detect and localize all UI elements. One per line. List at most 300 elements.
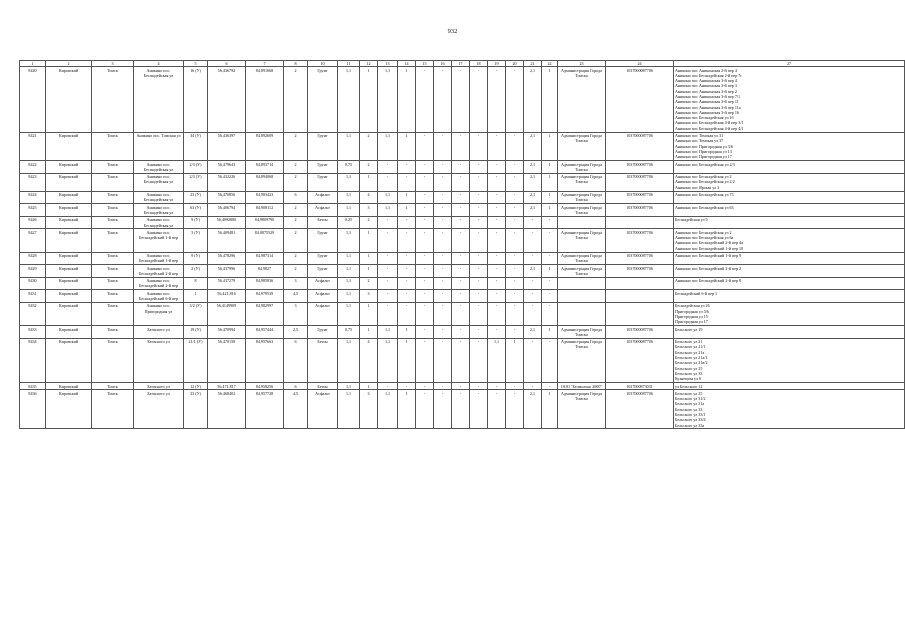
table-cell: 3 <box>284 302 308 325</box>
table-cell: 84,892609 <box>246 132 284 160</box>
table-cell: Томск <box>92 383 134 390</box>
address-line: Аникино пос Пригородная ул 17 <box>675 154 732 160</box>
table-row <box>20 132 905 160</box>
table-cell: 2,1 <box>524 132 542 160</box>
table-cell: - <box>524 290 542 303</box>
table-cell: Томск <box>92 229 134 252</box>
table-cell: 8 <box>184 277 208 290</box>
table-cell: Кировский <box>46 161 92 174</box>
table-cell: - <box>378 161 398 174</box>
address-line: Бельского ул 21 <box>675 339 703 345</box>
table-cell: 56,421,816 <box>208 290 246 303</box>
table-cell: 1,1 <box>378 390 398 429</box>
address-line: Аникино пос Бесшадейская ул 6а <box>675 235 734 241</box>
table-cell: 2,1 <box>524 67 542 133</box>
table-cell: Аникино пос. Томская ул <box>134 132 184 160</box>
address-line: Бельского ул 31/2 <box>675 396 706 402</box>
table-cell: - <box>524 229 542 252</box>
table-cell: 16 (У) <box>184 67 208 133</box>
table-cell: - <box>524 338 542 382</box>
table-cell: 84,894068 <box>246 173 284 191</box>
table-cell: - <box>398 252 416 265</box>
table-cell: Томск <box>92 67 134 133</box>
table-cell: Томск <box>92 390 134 429</box>
table-cell: - <box>416 252 434 265</box>
table-cell: - <box>452 67 470 133</box>
table-cell: Администрация Города Томска <box>558 204 606 217</box>
column-header: 17 <box>452 61 470 67</box>
table-cell: - <box>488 173 506 191</box>
table-cell: Томск <box>92 216 134 229</box>
table-cell: 56,470856 <box>208 191 246 204</box>
table-cell: Грунт <box>308 67 338 133</box>
table-cell: - <box>524 216 542 229</box>
table-cell: Администрация Города Томска <box>558 67 606 133</box>
table-cell: Бетон <box>308 216 338 229</box>
address-line: Аникино пос Пригородная ул 3/6 <box>675 143 733 149</box>
table-cell: 2 <box>284 229 308 252</box>
address-line: Аникино пос Аникинская 2-й пер 4 <box>675 67 737 73</box>
column-header: 8 <box>284 61 308 67</box>
table-cell: 8427 <box>20 229 46 252</box>
table-row <box>20 161 905 174</box>
table-cell: Томск <box>92 161 134 174</box>
table-cell: 8429 <box>20 265 46 278</box>
table-cell: 56,4092880 <box>208 216 246 229</box>
address-list-cell <box>674 161 905 174</box>
table-cell: 1,1 <box>378 338 398 382</box>
table-cell: 2 <box>360 216 378 229</box>
table-cell: 3 <box>360 290 378 303</box>
table-cell: Грунт <box>308 326 338 339</box>
table-cell: 1,1 <box>378 67 398 133</box>
table-cell: 8430 <box>20 277 46 290</box>
table-cell: - <box>470 338 488 382</box>
table-cell: 2/3 (У) <box>184 173 208 191</box>
table-cell: 4 <box>360 191 378 204</box>
table-cell: - <box>506 302 524 325</box>
table-cell: 23 (У) <box>184 191 208 204</box>
table-cell: 2 <box>360 277 378 290</box>
table-cell: - <box>416 290 434 303</box>
table-cell: - <box>524 383 542 390</box>
table-cell: Томск <box>92 204 134 217</box>
column-header: 3 <box>92 61 134 67</box>
table-cell: 9 (У) <box>184 216 208 229</box>
column-header: 12 <box>360 61 378 67</box>
column-header: 18 <box>470 61 488 67</box>
table-cell: 1 <box>398 204 416 217</box>
table-cell: - <box>398 161 416 174</box>
table-cell: - <box>416 265 434 278</box>
table-cell: 2,1 <box>524 390 542 429</box>
table-cell: - <box>470 265 488 278</box>
table-cell: - <box>506 204 524 217</box>
table-cell: - <box>452 173 470 191</box>
address-line: Аникино пос Томская ул 31 <box>675 133 724 139</box>
table-cell: 56,468402 <box>208 390 246 429</box>
table-cell: 2 <box>284 216 308 229</box>
table-cell: 3/2 (У) <box>184 302 208 325</box>
table-cell: Томск <box>92 265 134 278</box>
address-line: Аникино пос Ярская ул 3 <box>675 184 720 190</box>
address-line: Бельского ул 21в/2 <box>675 360 708 366</box>
table-cell <box>558 216 606 229</box>
table-cell: 1037000087706 <box>606 265 674 278</box>
table-cell: Асфальт <box>308 290 338 303</box>
table-cell: Бельского ул <box>134 390 184 429</box>
column-header: 6 <box>208 61 246 67</box>
table-cell: - <box>542 277 558 290</box>
column-header: 15 <box>416 61 434 67</box>
table-cell: 1,1 <box>338 390 360 429</box>
table-cell: 2 <box>360 161 378 174</box>
table-cell: 1,1 <box>378 204 398 217</box>
table-cell: - <box>506 161 524 174</box>
table-cell: - <box>378 216 398 229</box>
address-list-cell <box>674 204 905 217</box>
address-line: Бесшадейская ул 26 <box>675 303 710 309</box>
table-cell: 1 <box>542 67 558 133</box>
address-list-cell <box>674 216 905 229</box>
table-cell: 1 <box>542 161 558 174</box>
table-cell: Грунт <box>308 161 338 174</box>
column-header: 7 <box>246 61 284 67</box>
table-cell: Кировский <box>46 132 92 160</box>
table-cell: 1037000087706 <box>606 67 674 133</box>
table-cell: - <box>434 173 452 191</box>
address-list-cell <box>674 229 905 252</box>
address-line: Пригородная ул 3/6 <box>675 308 709 314</box>
column-header: 4 <box>134 61 184 67</box>
table-cell: 84,893714 <box>246 161 284 174</box>
table-cell: 84,987314 <box>246 252 284 265</box>
table-cell: - <box>470 216 488 229</box>
table-cell: - <box>434 132 452 160</box>
table-cell: - <box>542 252 558 265</box>
table-body <box>20 67 905 429</box>
table-cell: Асфальт <box>308 191 338 204</box>
table-cell: 1,1 <box>378 132 398 160</box>
table-cell: ООО "Белмолоко 2000" <box>558 383 606 390</box>
table-cell: - <box>378 265 398 278</box>
table-cell: 2,1 <box>524 204 542 217</box>
table-row <box>20 173 905 191</box>
address-line: Пригородная ул 17 <box>675 319 708 325</box>
table-cell: - <box>434 326 452 339</box>
table-cell: 8431 <box>20 290 46 303</box>
table-cell: - <box>416 191 434 204</box>
table-cell: Кировский <box>46 290 92 303</box>
table-cell: 1 <box>184 290 208 303</box>
table-cell: - <box>452 229 470 252</box>
table-cell: Бельского ул <box>134 326 184 339</box>
table-cell: - <box>488 204 506 217</box>
table-cell: Кировский <box>46 383 92 390</box>
table-cell: - <box>416 173 434 191</box>
table-cell: - <box>506 191 524 204</box>
column-header: 16 <box>434 61 452 67</box>
column-header: 20 <box>506 61 524 67</box>
table-cell: 56,471,817 <box>208 383 246 390</box>
table-cell: - <box>488 390 506 429</box>
address-line: Аникино пос Аникинская 3-й пер 16 <box>675 109 739 115</box>
table-cell: - <box>452 161 470 174</box>
table-cell: Асфальт <box>308 390 338 429</box>
table-cell: Аникино пос. Бесшадейская ул <box>134 204 184 217</box>
table-cell: Грунт <box>308 252 338 265</box>
table-cell: - <box>470 277 488 290</box>
table-cell: 1 <box>398 326 416 339</box>
address-list-cell <box>674 252 905 265</box>
table-cell: - <box>398 290 416 303</box>
table-cell: 1037000087706 <box>606 204 674 217</box>
table-row <box>20 338 905 382</box>
table-cell: 1 <box>542 326 558 339</box>
table-cell: Кировский <box>46 390 92 429</box>
table-row <box>20 204 905 217</box>
table-cell: Кировский <box>46 67 92 133</box>
table-cell: - <box>488 326 506 339</box>
table-cell: Аникино пос. Бесшадейский 1-й пер <box>134 229 184 252</box>
table-cell: 6 <box>284 338 308 382</box>
table-cell: 84,958256 <box>246 383 284 390</box>
table-cell: 84,985836 <box>246 277 284 290</box>
table-cell: 4,5 <box>284 390 308 429</box>
table-cell: Аникино пос. Бесшадейская ул <box>134 161 184 174</box>
table-cell: 84,957663 <box>246 338 284 382</box>
table-cell <box>558 277 606 290</box>
table-cell: 1 <box>360 173 378 191</box>
table-cell: - <box>378 252 398 265</box>
address-list-cell <box>674 67 905 133</box>
table-cell: 1 <box>360 67 378 133</box>
table-cell: 84,957444 <box>246 326 284 339</box>
table-cell: 1,1 <box>338 265 360 278</box>
table-cell: Бетон <box>308 338 338 382</box>
table-cell: 1 <box>360 302 378 325</box>
table-cell: 56,470158 <box>208 338 246 382</box>
table-cell <box>606 216 674 229</box>
page-number: 932 <box>447 28 458 35</box>
table-cell: 1037000087706 <box>606 161 674 174</box>
address-line: Аникино пос Томская ул 37 <box>675 138 724 144</box>
table-cell: - <box>434 383 452 390</box>
table-cell: Томск <box>92 326 134 339</box>
table-cell: 2,1 <box>524 191 542 204</box>
table-cell: 56,479643 <box>208 161 246 174</box>
table-cell: 63 (У) <box>184 204 208 217</box>
table-cell: - <box>452 326 470 339</box>
table-cell: - <box>506 326 524 339</box>
table-cell: 1,1 <box>338 252 360 265</box>
table-cell: 1 <box>542 191 558 204</box>
table-cell: - <box>470 383 488 390</box>
column-header: 24 <box>606 61 674 67</box>
table-cell: 2/3 (У) <box>184 161 208 174</box>
table-cell: 3 <box>360 204 378 217</box>
table-row <box>20 216 905 229</box>
table-cell: Администрация Города Томска <box>558 161 606 174</box>
table-cell: Кировский <box>46 191 92 204</box>
table-cell: Томск <box>92 277 134 290</box>
table-cell: Кировский <box>46 229 92 252</box>
address-line: Аникино пос Бесшадейская ул 2/3 <box>675 161 735 167</box>
table-cell: 3 <box>360 390 378 429</box>
table-cell: Томск <box>92 338 134 382</box>
table-cell: Томск <box>92 252 134 265</box>
table-cell: - <box>506 290 524 303</box>
table-cell: 1,1 <box>338 302 360 325</box>
column-header: 5 <box>184 61 208 67</box>
table-cell: 1 <box>360 252 378 265</box>
column-header: 13 <box>378 61 398 67</box>
address-line: Аникино пос Бесшадейский 1-й пер 9 <box>675 253 742 258</box>
table-cell: Кировский <box>46 173 92 191</box>
table-cell: - <box>434 204 452 217</box>
table-cell: - <box>542 302 558 325</box>
column-header: 10 <box>308 61 338 67</box>
table-cell: 2 <box>284 252 308 265</box>
table-cell: Администрация Города Томска <box>558 265 606 278</box>
table-cell: 56,436792 <box>208 67 246 133</box>
table-cell: 1037000087706 <box>606 390 674 429</box>
table-cell: - <box>506 390 524 429</box>
table-cell: Аникино пос. Бесшадейская ул <box>134 173 184 191</box>
table-cell: - <box>434 302 452 325</box>
table-cell: 2 <box>360 132 378 160</box>
table-cell: 56,478296 <box>208 252 246 265</box>
table-cell: 9 (У) <box>184 252 208 265</box>
table-cell: - <box>416 132 434 160</box>
table-cell: - <box>488 161 506 174</box>
table-cell: - <box>488 67 506 133</box>
table-cell: - <box>470 229 488 252</box>
table-cell: - <box>506 252 524 265</box>
table-cell: Кировский <box>46 326 92 339</box>
table-cell: 1 <box>360 229 378 252</box>
table-cell: - <box>398 216 416 229</box>
table-cell: Кировский <box>46 277 92 290</box>
table-cell: - <box>452 252 470 265</box>
table-cell: - <box>378 302 398 325</box>
table-cell: Асфальт <box>308 302 338 325</box>
table-cell: - <box>434 338 452 382</box>
column-header: 14 <box>398 61 416 67</box>
table-cell: 1 <box>542 132 558 160</box>
table-cell: - <box>378 277 398 290</box>
table-cell: 8435 <box>20 383 46 390</box>
table-cell: Кировский <box>46 252 92 265</box>
address-line: Аникино пос Аникинская 3-й пер 11а <box>675 104 741 110</box>
table-cell: 56,406794 <box>208 204 246 217</box>
table-cell: - <box>470 302 488 325</box>
table-cell: 1,1 <box>338 338 360 382</box>
table-cell: 8434 <box>20 338 46 382</box>
column-header: 11 <box>338 61 360 67</box>
address-list-cell <box>674 338 905 382</box>
table-cell: 8433 <box>20 326 46 339</box>
address-line: Аникино пос Аникинская 3-й пер 2 <box>675 88 737 94</box>
table-cell: - <box>470 390 488 429</box>
table-cell: 33 (У) <box>184 390 208 429</box>
table-cell: - <box>452 338 470 382</box>
table-cell: 4 <box>360 338 378 382</box>
table-cell: - <box>434 252 452 265</box>
table-cell: 1037000087706 <box>606 229 674 252</box>
address-line: Аникино пос Бесшадейский 2-й пер 4а <box>675 240 743 246</box>
table-cell: Асфальт <box>308 277 338 290</box>
table-cell: - <box>506 229 524 252</box>
table-cell: Томск <box>92 191 134 204</box>
address-line: Аникино пос Аникинская 3-й пер 11 <box>675 99 739 105</box>
table-cell: - <box>542 338 558 382</box>
address-list-cell <box>674 132 905 160</box>
table-cell: 1037000087706 <box>606 252 674 265</box>
table-cell: 84,0875529 <box>246 229 284 252</box>
table-cell: Бетон <box>308 383 338 390</box>
table-cell: Томск <box>92 132 134 160</box>
table-cell: 1,1 <box>338 173 360 191</box>
table-cell: - <box>398 383 416 390</box>
table-cell: - <box>452 277 470 290</box>
address-line: Аникино пос Бесшадейская ул 73 <box>675 192 734 198</box>
table-cell: 3 (У) <box>184 229 208 252</box>
table-cell: 3 <box>284 277 308 290</box>
address-list-cell <box>674 390 905 429</box>
table-cell: 1 <box>398 67 416 133</box>
table-cell: - <box>416 161 434 174</box>
table-cell: 56,437279 <box>208 277 246 290</box>
table-cell: Аникино пос. Бесшадейская ул <box>134 216 184 229</box>
table-cell: - <box>452 265 470 278</box>
table-cell: 1 <box>542 265 558 278</box>
table-cell: - <box>416 302 434 325</box>
table-cell: - <box>470 252 488 265</box>
table-cell: Администрация Города Томска <box>558 390 606 429</box>
table-cell: - <box>470 173 488 191</box>
address-line: Аникино пос Аникинская 3-й пер 7/1 <box>675 93 741 99</box>
table-cell: 12 (У) <box>184 383 208 390</box>
table-cell: - <box>506 132 524 160</box>
table-cell: 1037000087706 <box>606 191 674 204</box>
table-cell: Аникино пос. Бесшадейский 2-й пер <box>134 277 184 290</box>
table-cell: 8432 <box>20 302 46 325</box>
table-cell: - <box>542 229 558 252</box>
table-cell: Грунт <box>308 132 338 160</box>
table-cell: Кировский <box>46 302 92 325</box>
table-cell: 8421 <box>20 132 46 160</box>
table-cell: 6 <box>284 191 308 204</box>
table-row <box>20 265 905 278</box>
table-cell: 84,9827 <box>246 265 284 278</box>
table-cell: - <box>416 390 434 429</box>
table-cell: - <box>524 277 542 290</box>
address-line: Бельского ул 25 <box>675 390 703 396</box>
address-line: Кузнецова ул 6 <box>675 376 702 382</box>
table-cell: Кировский <box>46 204 92 217</box>
table-cell: 8436 <box>20 390 46 429</box>
address-list-cell <box>674 383 905 390</box>
table-cell: 6 <box>284 383 308 390</box>
table-cell: 1,1 <box>488 338 506 382</box>
table-cell: - <box>470 67 488 133</box>
table-cell: Администрация Города Томска <box>558 191 606 204</box>
address-list-cell <box>674 326 905 339</box>
address-line: Аникино пос Бесшадейская 2-й пер 7г <box>675 72 743 78</box>
table-cell: Грунт <box>308 173 338 191</box>
table-cell: - <box>506 265 524 278</box>
